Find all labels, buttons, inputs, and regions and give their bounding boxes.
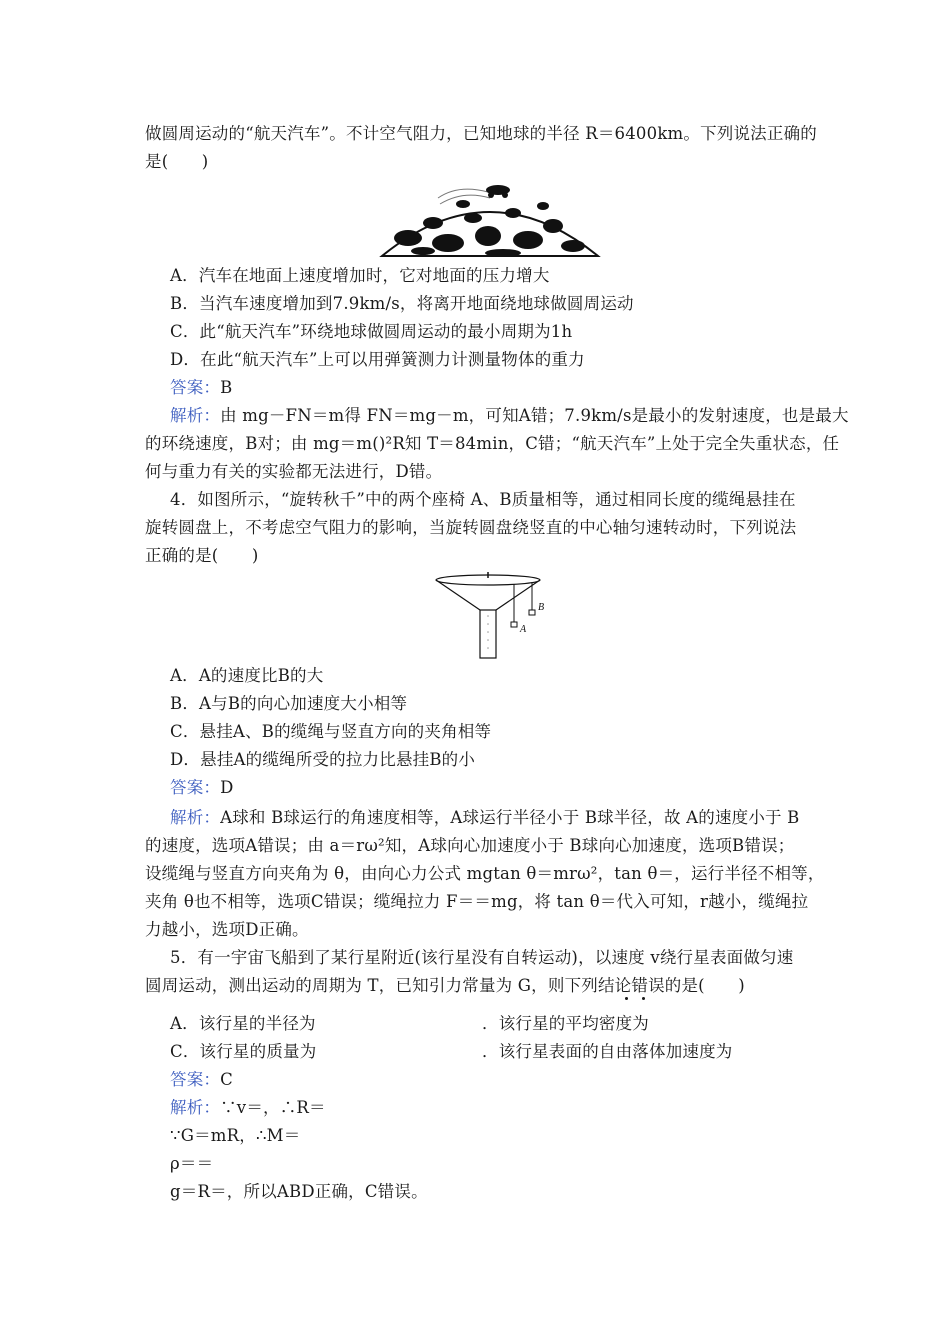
rotating-swing-figure [428, 570, 558, 662]
q3-analysis-line2: 的环绕速度，B对；由 mg＝m()²R知 T＝84min，C错；“航天汽车”上处于完全失重状态，任 [145, 434, 840, 453]
q3-option-d: D．在此“航天汽车”上可以用弹簧测力计测量物体的重力 [170, 350, 585, 369]
q4-analysis-line1 [170, 805, 800, 831]
earth-car-figure [378, 178, 602, 258]
q3-answer-label: 答案： [170, 378, 221, 397]
q3-option-c: C．此“航天汽车”环绕地球做圆周运动的最小周期为1h [170, 322, 573, 341]
q5-analysis-label: 解析： [170, 1098, 221, 1117]
q4-analysis-line3: 设缆绳与竖直方向夹角为 θ，由向心力公式 mgtan θ＝mrω²，tan θ＝，运行半径不相等， [145, 864, 825, 883]
q5-option-b: ．该行星的平均密度为 [482, 1014, 649, 1033]
q5-analysis-line1 [170, 1095, 326, 1121]
q5-analysis-line3: ρ＝＝ [170, 1154, 214, 1173]
q4-stem-line2: 旋转圆盘上，不考虑空气阻力的影响，当旋转圆盘绕竖直的中心轴匀速转动时，下列说法 [145, 518, 797, 537]
q3-analysis-label: 解析： [170, 406, 221, 425]
q4-analysis-line4: 夹角 θ也不相等，选项C错误；缆绳拉力 F＝＝mg，将 tan θ＝代入可知，r越小，缆绳拉 [145, 892, 809, 911]
q4-option-b: B．A与B的向心加速度大小相等 [170, 694, 408, 713]
q4-option-d: D．悬挂A的缆绳所受的拉力比悬挂B的小 [170, 750, 476, 769]
q4-analysis-text1: A球和 B球运行的角速度相等，A球运行半径小于 B球半径，故 A的速度小于 B [220, 808, 800, 827]
q4-stem-line1: 4．如图所示，“旋转秋千”中的两个座椅 A、B质量相等，通过相同长度的缆绳悬挂在 [170, 490, 796, 509]
q4-answer-value: D [220, 778, 234, 797]
q4-analysis-line5: 力越小，选项D正确。 [145, 920, 309, 939]
q4-answer [170, 775, 234, 801]
q5-stem-line2: 圆周运动，测出运动的周期为 T，已知引力常量为 G，则下列结论错误的是( ) [145, 976, 745, 995]
q4-analysis-line2: 的速度，选项A错误；由 a＝rω²知，A球向心加速度小于 B球向心加速度，选项B错误； [145, 836, 795, 855]
q4-option-c: C．悬挂A、B的缆绳与竖直方向的夹角相等 [170, 722, 492, 741]
q4-option-a: A．A的速度比B的大 [170, 666, 324, 685]
q4-answer-label: 答案： [170, 778, 221, 797]
q3-stem-line2: 是( ) [145, 152, 209, 171]
q5-answer-value: C [220, 1070, 233, 1089]
q5-answer-label: 答案： [170, 1070, 221, 1089]
q3-analysis-text1: 由 mg－FN＝m得 FN＝mg－m，可知A错；7.9km/s是最小的发射速度，也是最大 [220, 406, 849, 425]
figure-label-b: B [538, 602, 545, 613]
q5-option-d: ．该行星表面的自由落体加速度为 [482, 1042, 733, 1061]
q4-analysis-label: 解析： [170, 808, 221, 827]
q5-analysis-line4: g＝R＝，所以ABD正确，C错误。 [170, 1182, 428, 1201]
q3-answer-value: B [220, 378, 233, 397]
q5-option-c: C．该行星的质量为 [170, 1042, 317, 1061]
q3-option-b: B．当汽车速度增加到7.9km/s，将离开地面绕地球做圆周运动 [170, 294, 634, 313]
q5-analysis-text1: ∵v＝，∴R＝ [220, 1098, 326, 1117]
q3-analysis-line3: 何与重力有关的实验都无法进行，D错。 [145, 462, 443, 481]
figure-label-a: A [520, 624, 527, 635]
q5-stem-line1: 5．有一宇宙飞船到了某行星附近(该行星没有自转运动)，以速度 v绕行星表面做匀速 [170, 948, 794, 967]
emphasis-dot [625, 997, 628, 1000]
q3-answer [170, 375, 232, 401]
q4-stem-line3: 正确的是( ) [145, 546, 259, 565]
q3-stem-line1: 做圆周运动的“航天汽车”。不计空气阻力，已知地球的半径 R＝6400km。下列说法正确的 [145, 124, 817, 143]
q3-option-a: A．汽车在地面上速度增加时，它对地面的压力增大 [170, 266, 550, 285]
q3-analysis-line1 [170, 403, 849, 429]
q5-option-a: A．该行星的半径为 [170, 1014, 316, 1033]
q5-analysis-line2: ∵G＝mR，∴M＝ [170, 1126, 301, 1145]
emphasis-dot [642, 997, 645, 1000]
q5-answer [170, 1067, 233, 1093]
